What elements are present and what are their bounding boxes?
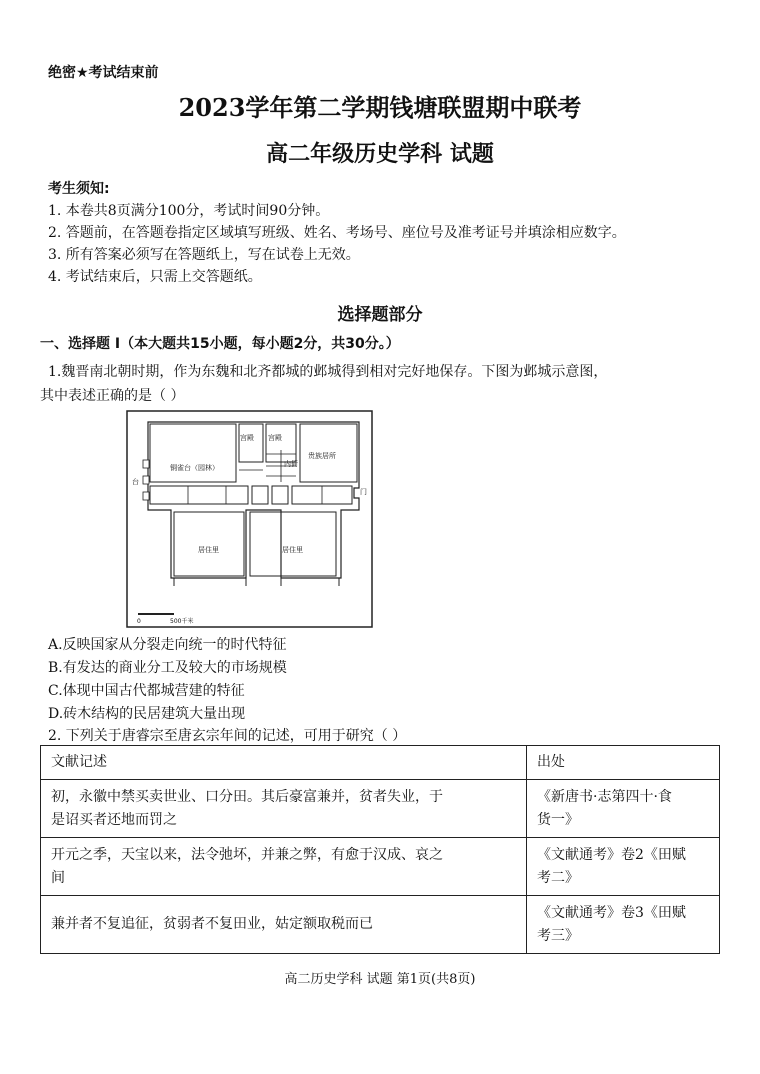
table-header: 出处 <box>527 746 720 780</box>
map-label-nobles: 贵族居所 <box>308 452 336 460</box>
option-b: B.有发达的商业分工及较大的市场规模 <box>48 660 287 676</box>
exam-subtitle: 高二年级历史学科 试题 <box>266 141 494 167</box>
question-2-stem: 2. 下列关于唐睿宗至唐玄宗年间的记述，可用于研究（ ） <box>48 728 407 744</box>
map-label-gate: 门 <box>360 488 367 496</box>
notice-item: 1. 本卷共8页满分100分，考试时间90分钟。 <box>48 203 330 219</box>
table-row <box>41 896 720 954</box>
map-label-residence: 居住里 <box>282 546 303 554</box>
sources-table <box>40 745 720 954</box>
notice-item: 2. 答题前，在答题卷指定区域填写班级、姓名、考场号、座位号及准考证号并填涂相应数字。 <box>48 225 626 241</box>
map-scale-zero: 0 <box>137 618 141 625</box>
question-1-line1: 1.魏晋南北朝时期，作为东魏和北齐都城的邺城得到相对完好地保存。下图为邺城示意图， <box>48 364 608 380</box>
question-1-stem <box>40 360 720 408</box>
table-row <box>41 780 720 838</box>
question-1-line2: 其中表述正确的是（ ） <box>40 388 185 404</box>
map-label-tai: 台 <box>132 478 139 486</box>
map-label-neiya: 内衙 <box>284 460 298 468</box>
map-label-residence: 居住里 <box>198 546 219 554</box>
part-title: 一、选择题 I（本大题共15小题，每小题2分，共30分。） <box>40 336 400 352</box>
confidential-label: 绝密★考试结束前 <box>48 65 159 81</box>
option-a: A.反映国家从分裂走向统一的时代特征 <box>48 637 287 653</box>
map-label-palace: 宫殿 <box>268 434 282 442</box>
table-cell: 《文献通考》卷2《田赋 考二》 <box>527 838 720 896</box>
table-cell: 开元之季，天宝以来，法令弛坏，并兼之弊，有愈于汉成、哀之 间 <box>41 838 527 896</box>
page-footer: 高二历史学科 试题 第1页(共8页) <box>284 972 476 987</box>
table-cell: 《文献通考》卷3《田赋 考三》 <box>527 896 720 954</box>
yecheng-map <box>126 410 373 628</box>
notice-item: 4. 考试结束后，只需上交答题纸。 <box>48 269 262 285</box>
notice-heading: 考生须知: <box>48 181 110 197</box>
table-header: 文献记述 <box>41 746 527 780</box>
exam-title: 2023学年第二学期钱塘联盟期中联考 <box>178 93 582 122</box>
table-cell: 初，永徽中禁买卖世业、口分田。其后豪富兼并，贫者失业，于 是诏买者还地而罚之 <box>41 780 527 838</box>
map-label-tongquetai: 铜雀台（园林） <box>170 464 219 472</box>
map-scale-label: 500千米 <box>170 618 194 625</box>
table-cell: 兼并者不复追征，贫弱者不复田业，姑定额取税而已 <box>41 896 527 954</box>
option-d: D.砖木结构的民居建筑大量出现 <box>48 706 246 722</box>
notice-item: 3. 所有答案必须写在答题纸上，写在试卷上无效。 <box>48 247 360 263</box>
map-label-palace: 宫殿 <box>240 434 254 442</box>
table-cell: 《新唐书·志第四十·食 货一》 <box>527 780 720 838</box>
section-title: 选择题部分 <box>337 305 423 325</box>
table-header-row <box>41 746 720 780</box>
option-c: C.体现中国古代都城营建的特征 <box>48 683 245 699</box>
table-row <box>41 838 720 896</box>
